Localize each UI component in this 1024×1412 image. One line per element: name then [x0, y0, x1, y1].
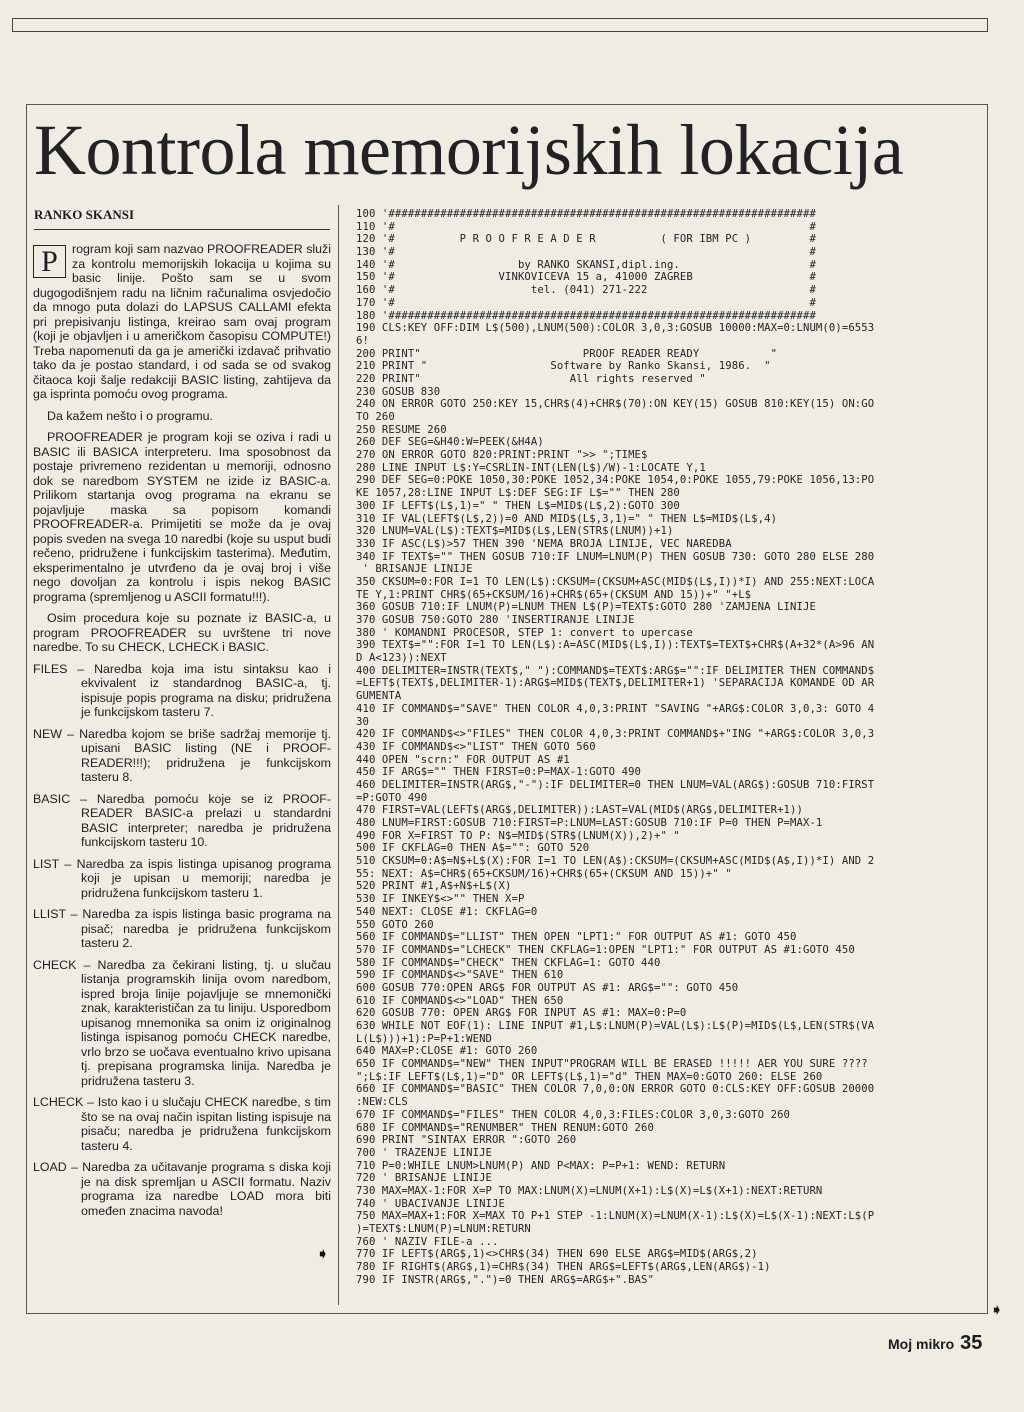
code-line: 710 P=0:WHILE LNUM>LNUM(P) AND P<MAX: P=P+1: WEND: RETURN [356, 1159, 726, 1172]
basic-listing [356, 208, 874, 1286]
code-line: 600 GOSUB 770:OPEN ARG$ FOR OUTPUT AS #1: ARG$="": GOTO 450 [356, 981, 739, 994]
code-line: 790 IF INSTR(ARG$,".")=0 THEN ARG$=ARG$+".BAS" [356, 1273, 654, 1286]
command-basic: BASIC – Naredba pomoću koje se iz PROOFREADER BASIC-a prelazi u standardni BASIC interpreter; naredba je pridružena funkcijskom tasteru 10. [33, 791, 331, 849]
command-new: NEW – Naredba kojom se briše sadržaj memorije tj. upisani BASIC listing (NE i PROOFREADER!!!); pridružena je funkcijskom tasteru 8. [33, 726, 331, 784]
code-line: 260 DEF SEG=&H40:W=PEEK(&H4A) [356, 436, 544, 449]
code-line: 300 IF LEFT$(L$,1)=" " THEN L$=MID$(L$,2):GOTO 300 [356, 499, 680, 512]
code-line: 400 DELIMITER=INSTR(TEXT$," "):COMMAND$=TEXT$:ARG$="":IF DELIMITER THEN COMMAND$ [356, 664, 875, 677]
code-line: 730 MAX=MAX-1:FOR X=P TO MAX:LNUM(X)=LNUM(X+1):L$(X)=L$(X+1):NEXT:RETURN [356, 1184, 823, 1197]
code-line: 380 ' KOMANDNI PROCESOR, STEP 1: convert to upercase [356, 626, 693, 639]
code-line: 450 IF ARG$="" THEN FIRST=0:P=MAX-1:GOTO 490 [356, 766, 642, 779]
code-line: 190 CLS:KEY OFF:DIM L$(500),LNUM(500):COLOR 3,0,3:GOSUB 10000:MAX=0:LNUM(0)=6553 [356, 322, 875, 335]
page-turn-arrow-icon: ➧ [990, 1302, 1004, 1319]
command-check: CHECK – Naredba za čekirani listing, tj. u slučau listanja programskih linija ovom naredbom, ispred broja linije pojavljuje se mnemonički znak, karakterističan za tu liniju. Usporedbom upisanog mnemonika sa onim iz originalnog listinga ispisanog pomoću CHECK naredbe, vrlo brzo se uočava eventualno krivo upisana tj. prepisana programska linija. Naredba je pridružena tasteru 3. [33, 957, 331, 1088]
code-line: 720 ' BRISANJE LINIJE [356, 1172, 493, 1185]
code-line: 270 ON ERROR GOTO 820:PRINT:PRINT ">> ";TIME$ [356, 449, 648, 462]
column-divider [338, 205, 339, 1305]
code-line: 360 GOSUB 710:IF LNUM(P)=LNUM THEN L$(P)=TEXT$:GOTO 280 'ZAMJENA LINIJE [356, 601, 816, 614]
command-lcheck: LCHECK – Isto kao i u slučaju CHECK naredbe, s tim što se na ovaj način ispitan listing ispisuje na pisaču; naredba je pridružena funkcijskom tasteru 4. [33, 1095, 331, 1153]
code-line: 330 IF ASC(L$)>57 THEN 390 'NEMA BROJA LINIJE, VEC NAREDBA [356, 537, 732, 550]
code-line: 640 MAX=P:CLOSE #1: GOTO 260 [356, 1045, 538, 1058]
code-line: 780 IF RIGHT$(ARG$,1)=CHR$(34) THEN ARG$=LEFT$(ARG$,LEN(ARG$)-1) [356, 1261, 771, 1274]
command-files: FILES – Naredba koja ima istu sintaksu kao i ekvivalent iz standardnog BASIC-a, tj. ispisuje popis programa na disku; pridružena je funkcijskom tasteru 7. [33, 661, 331, 719]
code-line: 590 IF COMMAND$<>"SAVE" THEN 610 [356, 969, 564, 982]
code-line: ' BRISANJE LINIJE [356, 563, 473, 576]
code-line: 570 IF COMMAND$="LCHECK" THEN CKFLAG=1:OPEN "LPT1:" FOR OUTPUT AS #1:GOTO 450 [356, 943, 855, 956]
code-line: 530 IF INKEY$<>"" THEN X=P [356, 893, 525, 906]
code-line: 510 CKSUM=0:A$=N$+L$(X):FOR I=1 TO LEN(A$):CKSUM=(CKSUM+ASC(MID$(A$,I))*I) AND 2 [356, 855, 875, 868]
code-line: 30 [356, 715, 369, 728]
code-line: 100 '################################################################## [356, 208, 816, 220]
code-line: KE 1057,28:LINE INPUT L$:DEF SEG:IF L$="" THEN 280 [356, 487, 680, 500]
article-body [33, 242, 331, 1225]
author-byline: RANKO SKANSI [34, 207, 330, 230]
code-line: 170 '# # [356, 296, 816, 309]
code-line: 470 FIRST=VAL(LEFT$(ARG$,DELIMITER)):LAST=VAL(MID$(ARG$,DELIMITER+1)) [356, 804, 803, 817]
intro-text: rogram koji sam nazvao PROOFREADER služi za kontrolu memorijskih lokacija u kojima su basic linije. Pošto sam se u svom dugogodišnjem radu na ličnim računalima osvjedočio da mnogo puta dolazi do LAPSUS CALLAMI efekta pri prepisivanju listinga, kreirao sam ovaj program (koji je objavljen i u američkom časopisu COMPUTE!) Treba napomenuti da ga je američki izdavač prihvatio tako da je postao standard, i od sada se od svakog čitaoca koji šalje redakciji BASIC listing, zahtijeva da ga isprinta pomoću ovog programa. [33, 242, 331, 401]
code-line: 280 LINE INPUT L$:Y=CSRLIN-INT(LEN(L$)/W)-1:LOCATE Y,1 [356, 461, 706, 474]
article-title: Kontrola memorijskih lokacija [34, 110, 904, 190]
code-line: 500 IF CKFLAG=0 THEN A$="": GOTO 520 [356, 842, 590, 855]
code-line: TE Y,1:PRINT CHR$(65+CKSUM/16)+CHR$(65+(CKSUM AND 15))+" "+L$ [356, 588, 752, 601]
code-line: D A<123)):NEXT [356, 652, 447, 665]
code-line: 200 PRINT" PROOF READER READY " [356, 347, 778, 360]
code-line: 440 OPEN "scrn:" FOR OUTPUT AS #1 [356, 753, 570, 766]
code-line: 520 PRINT #1,A$+N$+L$(X) [356, 880, 512, 893]
code-line: 620 GOSUB 770: OPEN ARG$ FOR INPUT AS #1: MAX=0:P=0 [356, 1007, 687, 1020]
code-line: 770 IF LEFT$(ARG$,1)<>CHR$(34) THEN 690 ELSE ARG$=MID$(ARG$,2) [356, 1248, 758, 1261]
code-line: 540 NEXT: CLOSE #1: CKFLAG=0 [356, 905, 538, 918]
code-line: 630 WHILE NOT EOF(1): LINE INPUT #1,L$:LNUM(P)=VAL(L$):L$(P)=MID$(L$,LEN(STR$(VA [356, 1020, 875, 1032]
code-line: 130 '# # [356, 246, 816, 259]
code-line: 410 IF COMMAND$="SAVE" THEN COLOR 4,0,3:PRINT "SAVING "+ARG$:COLOR 3,0,3: GOTO 4 [356, 702, 875, 715]
code-line: 290 DEF SEG=0:POKE 1050,30:POKE 1052,34:POKE 1054,0:POKE 1055,79:POKE 1056,13:PO [356, 474, 875, 487]
code-line: )=TEXT$:LNUM(P)=LNUM:RETURN [356, 1223, 531, 1235]
code-line: 610 IF COMMAND$<>"LOAD" THEN 650 [356, 994, 564, 1007]
code-line: 160 '# tel. (041) 271-222 # [356, 284, 816, 297]
code-line: 560 IF COMMAND$="LLIST" THEN OPEN "LPT1:" FOR OUTPUT AS #1: GOTO 450 [356, 931, 797, 944]
code-line: 700 ' TRAZENJE LINIJE [356, 1146, 493, 1159]
code-line: 660 IF COMMAND$="BASIC" THEN COLOR 7,0,0:ON ERROR GOTO 0:CLS:KEY OFF:GOSUB 20000 [356, 1083, 875, 1096]
code-line: 370 GOSUB 750:GOTO 280 'INSERTIRANJE LINIJE [356, 614, 635, 626]
code-line: 690 PRINT "SINTAX ERROR ":GOTO 260 [356, 1134, 577, 1147]
code-line: 430 IF COMMAND$<>"LIST" THEN GOTO 560 [356, 740, 596, 753]
code-line: ";L$:IF LEFT$(L$,1)="D" OR LEFT$(L$,1)="d" THEN MAX=0:GOTO 260: ELSE 260 [356, 1070, 823, 1083]
command-llist: LLIST – Naredba za ispis listinga basic programa na pisač; naredba je pridružena funkcijskom tasteru 2. [33, 907, 331, 950]
code-line: 110 '# # [356, 220, 816, 233]
code-line: 420 IF COMMAND$<>"FILES" THEN COLOR 4,0,3:PRINT COMMAND$+"ING "+ARG$:COLOR 3,0,3 [356, 728, 875, 741]
code-line: L(L$)))+1):P=P+1:WEND [356, 1032, 493, 1045]
code-line: 340 IF TEXT$="" THEN GOSUB 710:IF LNUM=LNUM(P) THEN GOSUB 730: GOTO 280 ELSE 280 [356, 550, 875, 563]
code-line: 240 ON ERROR GOTO 250:KEY 15,CHR$(4)+CHR$(70):ON KEY(15) GOSUB 810:KEY(15) ON:GO [356, 398, 875, 411]
command-list: LIST – Naredba za ispis listinga upisanog programa koji je upisan u memoriji; naredba je pridružena funkcijskom tasteru 1. [33, 856, 331, 900]
command-load: LOAD – Naredba za učitavanje programa s diska koji je na disk spremljan u ASCII formatu. Naziv programa iza naredbe LOAD mora biti omeđen znacima navoda! [33, 1160, 331, 1218]
code-line: 670 IF COMMAND$="FILES" THEN COLOR 4,0,3:FILES:COLOR 3,0,3:GOTO 260 [356, 1108, 791, 1121]
code-line: 220 PRINT" All rights reserved " [356, 372, 706, 385]
code-line: 580 IF COMMAND$="CHECK" THEN CKFLAG=1: GOTO 440 [356, 956, 661, 969]
page-number: 35 [960, 1332, 983, 1354]
code-line: 480 LNUM=FIRST:GOSUB 710:FIRST=P:LNUM=LAST:GOSUB 710:IF P=0 THEN P=MAX-1 [356, 817, 823, 829]
continue-arrow-icon: ➧ [316, 1246, 330, 1263]
code-line: 320 LNUM=VAL(L$):TEXT$=MID$(L$,LEN(STR$(LNUM))+1) [356, 525, 674, 538]
code-line: 210 PRINT " Software by Ranko Skansi, 1986. " [356, 360, 771, 373]
code-line: 650 IF COMMAND$="NEW" THEN INPUT"PROGRAM WILL BE ERASED !!!!! AER YOU SURE ???? [356, 1058, 868, 1071]
body-paragraph: Da kažem nešto i o programu. [47, 408, 213, 423]
code-line: 760 ' NAZIV FILE-a ... [356, 1235, 499, 1248]
code-line: =LEFT$(TEXT$,DELIMITER-1):ARG$=MID$(TEXT$,DELIMITER+1) 'SEPARACIJA KOMANDE OD AR [356, 677, 875, 690]
code-line: 180 '################################################################## [356, 309, 816, 322]
code-line: 460 DELIMITER=INSTR(ARG$,"-"):IF DELIMITER=0 THEN LNUM=VAL(ARG$):GOSUB 710:FIRST [356, 778, 875, 791]
code-line: GUMENTA [356, 690, 402, 703]
code-line: 390 TEXT$="":FOR I=1 TO LEN(L$):A=ASC(MID$(L$,I)):TEXT$=TEXT$+CHR$(A+32*(A>96 AN [356, 639, 875, 652]
body-paragraph: Osim procedura koje su poznate iz BASIC-a, u program PROOFREADER su uvrštene tri nove naredbe. To su CHECK, LCHECK i BASIC. [33, 611, 331, 654]
code-line: 310 IF VAL(LEFT$(L$,2))=0 AND MID$(L$,3,1)=" " THEN L$=MID$(L$,4) [356, 512, 778, 525]
code-line: 750 MAX=MAX+1:FOR X=MAX TO P+1 STEP -1:LNUM(X)=LNUM(X-1):L$(X)=L$(X-1):NEXT:L$(P [356, 1210, 875, 1223]
code-line: 6! [356, 334, 369, 347]
page-footer [888, 1332, 982, 1355]
code-line: 55: NEXT: A$=CHR$(65+CKSUM/16)+CHR$(65+(CKSUM AND 15))+" " [356, 867, 732, 880]
code-line: 230 GOSUB 830 [356, 385, 441, 398]
top-rule [12, 18, 988, 32]
code-line: 680 IF COMMAND$="RENUMBER" THEN RENUM:GOTO 260 [356, 1121, 654, 1134]
code-line: 150 '# VINKOVICEVA 15 a, 41000 ZAGREB # [356, 271, 816, 284]
code-line: :NEW:CLS [356, 1096, 408, 1109]
code-line: 250 RESUME 260 [356, 423, 447, 436]
intro-paragraph [33, 242, 331, 402]
code-line: 140 '# by RANKO SKANSI,dipl.ing. # [356, 258, 816, 271]
body-paragraph: PROOFREADER je program koji se oziva i radi u BASIC ili BASICA interpreteru. Ima sposobnost da postaje privremeno rezidentan u memoriji, odnosno dok se naredbom SYSTEM ne izide iz BASIC-a. Prilikom startanja ovog programa na ekranu se pojavljuje maska sa popisom komandi PROOFREADER-a. Primijetiti se može da je ovaj popis sveden na svega 10 naredbi (koje su usput budi rečeno, pridružene i funkcijskim tasterima). Međutim, eksperimentalno je utvrđeno da je ovaj broj i više nego dovoljan za kontrolu i ispis nekog BASIC programa (spremljenog u ASCII formatu!!!). [33, 430, 331, 604]
code-line: =P:GOTO 490 [356, 791, 428, 804]
code-line: 120 '# P R O O F R E A D E R ( FOR IBM PC ) # [356, 233, 816, 246]
code-line: 740 ' UBACIVANJE LINIJE [356, 1197, 505, 1210]
magazine-name: Moj mikro [888, 1336, 955, 1352]
code-line: 350 CKSUM=0:FOR I=1 TO LEN(L$):CKSUM=(CKSUM+ASC(MID$(L$,I))*I) AND 255:NEXT:LOCA [356, 575, 875, 588]
drop-cap: P [33, 245, 66, 278]
code-line: 550 GOTO 260 [356, 918, 434, 931]
code-line: TO 260 [356, 411, 395, 423]
code-line: 490 FOR X=FIRST TO P: N$=MID$(STR$(LNUM(X)),2)+" " [356, 829, 680, 842]
